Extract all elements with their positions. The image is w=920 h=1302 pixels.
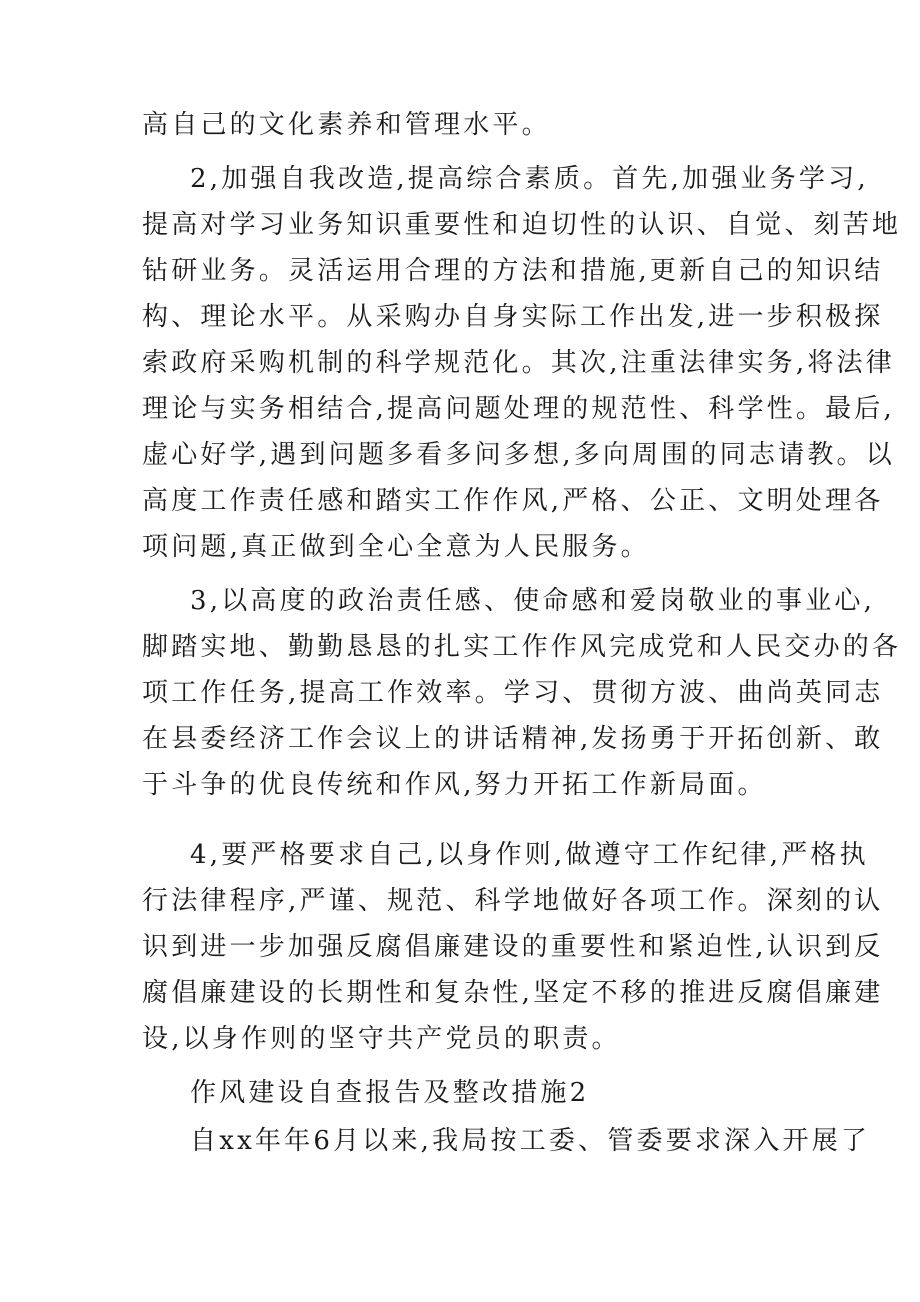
text-line: 3,以高度的政治责任感、使命感和爱岗敬业的事业心, xyxy=(190,586,876,616)
text-line: 高自己的文化素养和管理水平。 xyxy=(142,110,551,140)
text-line: 脚踏实地、勤勤恳恳的扎实工作作风完成党和人民交办的各 xyxy=(142,632,902,662)
text-line: 行法律程序,严谨、规范、科学地做好各项工作。深刻的认 xyxy=(142,886,884,916)
text-line: 项工作任务,提高工作效率。学习、贯彻方波、曲尚英同志 xyxy=(142,678,884,708)
text-line: 设,以身作则的坚守共产党员的职责。 xyxy=(142,1024,621,1054)
text-line: 项问题,真正做到全心全意为人民服务。 xyxy=(142,532,650,562)
text-line: 2,加强自我改造,提高综合素质。首先,加强业务学习, xyxy=(190,164,869,194)
text-line: 构、理论水平。从采购办自身实际工作出发,进一步积极探 xyxy=(142,302,884,332)
text-line: 自xx年年6月以来,我局按工委、管委要求深入开展了 xyxy=(190,1126,871,1156)
text-line: 于斗争的优良传统和作风,努力开拓工作新局面。 xyxy=(142,770,767,800)
text-line: 理论与实务相结合,提高问题处理的规范性、科学性。最后, xyxy=(142,394,895,424)
section-heading: 作风建设自查报告及整改措施2 xyxy=(190,1078,590,1108)
text-line: 高度工作责任感和踏实工作作风,严格、公正、文明处理各 xyxy=(142,486,884,516)
text-line: 提高对学习业务知识重要性和迫切性的认识、自觉、刻苦地 xyxy=(142,210,902,240)
text-line: 识到进一步加强反腐倡廉建设的重要性和紧迫性,认识到反 xyxy=(142,932,884,962)
text-line: 虚心好学,遇到问题多看多问多想,多向周围的同志请教。以 xyxy=(142,440,895,470)
text-line: 腐倡廉建设的长期性和复杂性,坚定不移的推进反腐倡廉建 xyxy=(142,978,884,1008)
text-line: 索政府采购机制的科学规范化。其次,注重法律实务,将法律 xyxy=(142,348,895,378)
text-line: 4,要严格要求自己,以身作则,做遵守工作纪律,严格执 xyxy=(190,840,869,870)
text-line: 钻研业务。灵活运用合理的方法和措施,更新自己的知识结 xyxy=(142,256,884,286)
text-line: 在县委经济工作会议上的讲话精神,发扬勇于开拓创新、敢 xyxy=(142,724,884,754)
